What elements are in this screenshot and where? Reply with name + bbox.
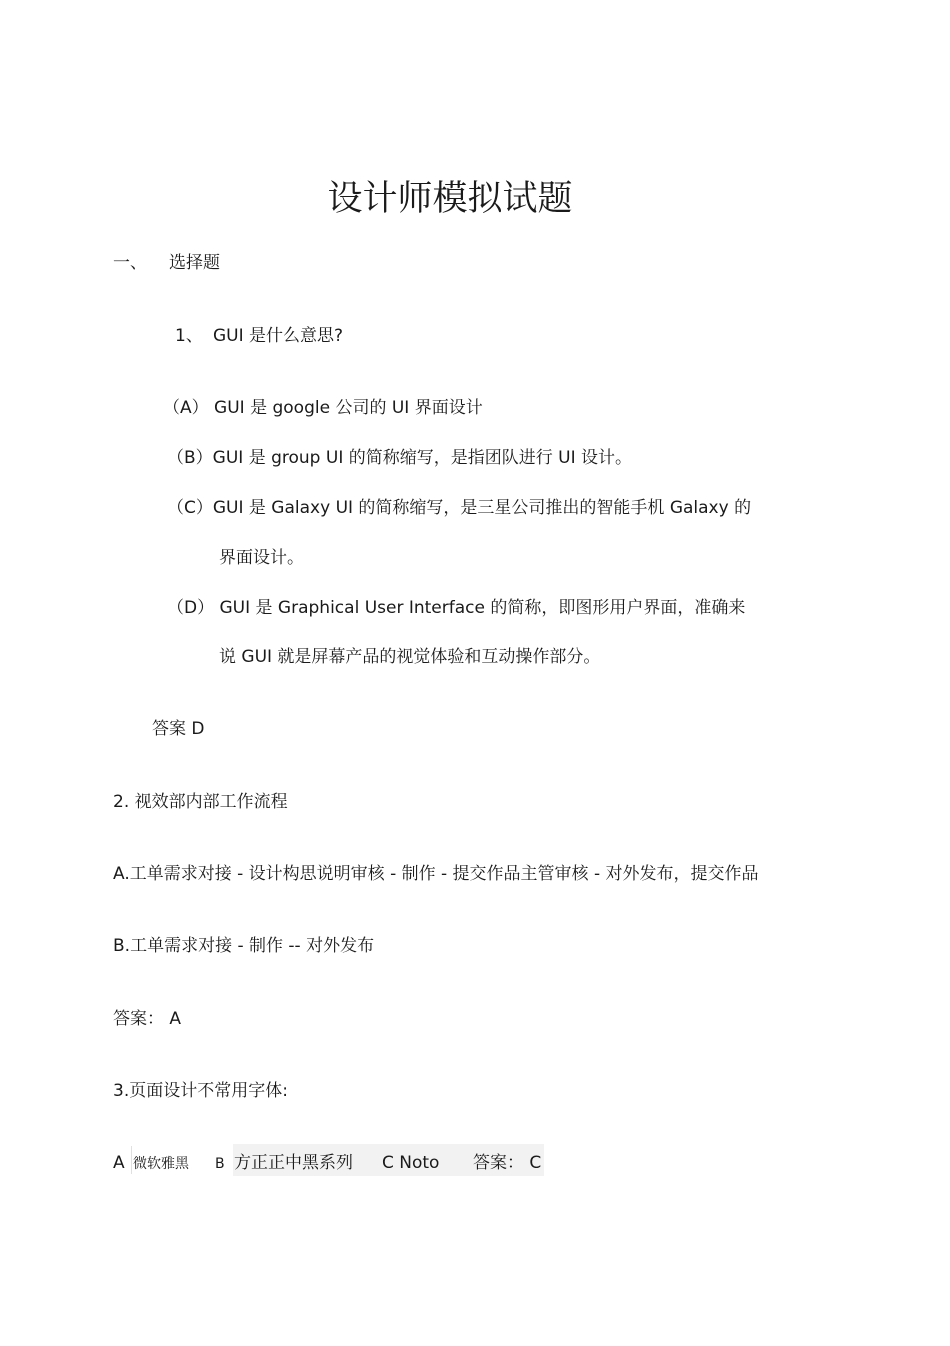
q3-divider — [131, 1146, 132, 1174]
q1-option-c-line1: （C）GUI 是 Galaxy UI 的简称缩写，是三星公司推出的智能手机 Galaxy 的 — [167, 498, 752, 518]
section-heading: 选择题 — [169, 253, 220, 273]
q3-option-a-letter: A — [113, 1153, 125, 1173]
q1-option-d-line2: 说 GUI 就是屏幕产品的视觉体验和互动操作部分。 — [219, 647, 601, 667]
q1-number: 1、 — [175, 326, 203, 346]
q1-answer: 答案 D — [152, 719, 205, 739]
q3-option-a-text: 微软雅黑 — [133, 1156, 189, 1172]
q3-option-b-letter: B — [215, 1156, 225, 1172]
q3-answer: 答案： C — [473, 1153, 542, 1173]
q1-question: GUI 是什么意思? — [213, 326, 344, 346]
q1-option-a: （A） GUI 是 google 公司的 UI 界面设计 — [163, 398, 483, 418]
q2-option-a: A.工单需求对接 - 设计构思说明审核 - 制作 - 提交作品主管审核 - 对外发布，提交作品 — [113, 864, 759, 884]
q2-question: 2. 视效部内部工作流程 — [113, 792, 288, 812]
q2-answer: 答案： A — [113, 1009, 182, 1029]
q2-option-b: B.工单需求对接 - 制作 -- 对外发布 — [113, 936, 375, 956]
q3-option-c: C Noto — [382, 1153, 440, 1173]
q1-option-c-line2: 界面设计。 — [219, 548, 304, 568]
page-title: 设计师模拟试题 — [327, 179, 573, 219]
q3-question: 3.页面设计不常用字体: — [113, 1081, 288, 1101]
q1-option-b: （B）GUI 是 group UI 的简称缩写，是指团队进行 UI 设计。 — [167, 448, 633, 468]
q1-option-d-line1: （D） GUI 是 Graphical User Interface 的简称，即图形用户界面，准确来 — [167, 598, 746, 618]
q3-option-b-text: 方正正中黑系列 — [234, 1153, 353, 1173]
section-number: 一、 — [113, 253, 147, 273]
